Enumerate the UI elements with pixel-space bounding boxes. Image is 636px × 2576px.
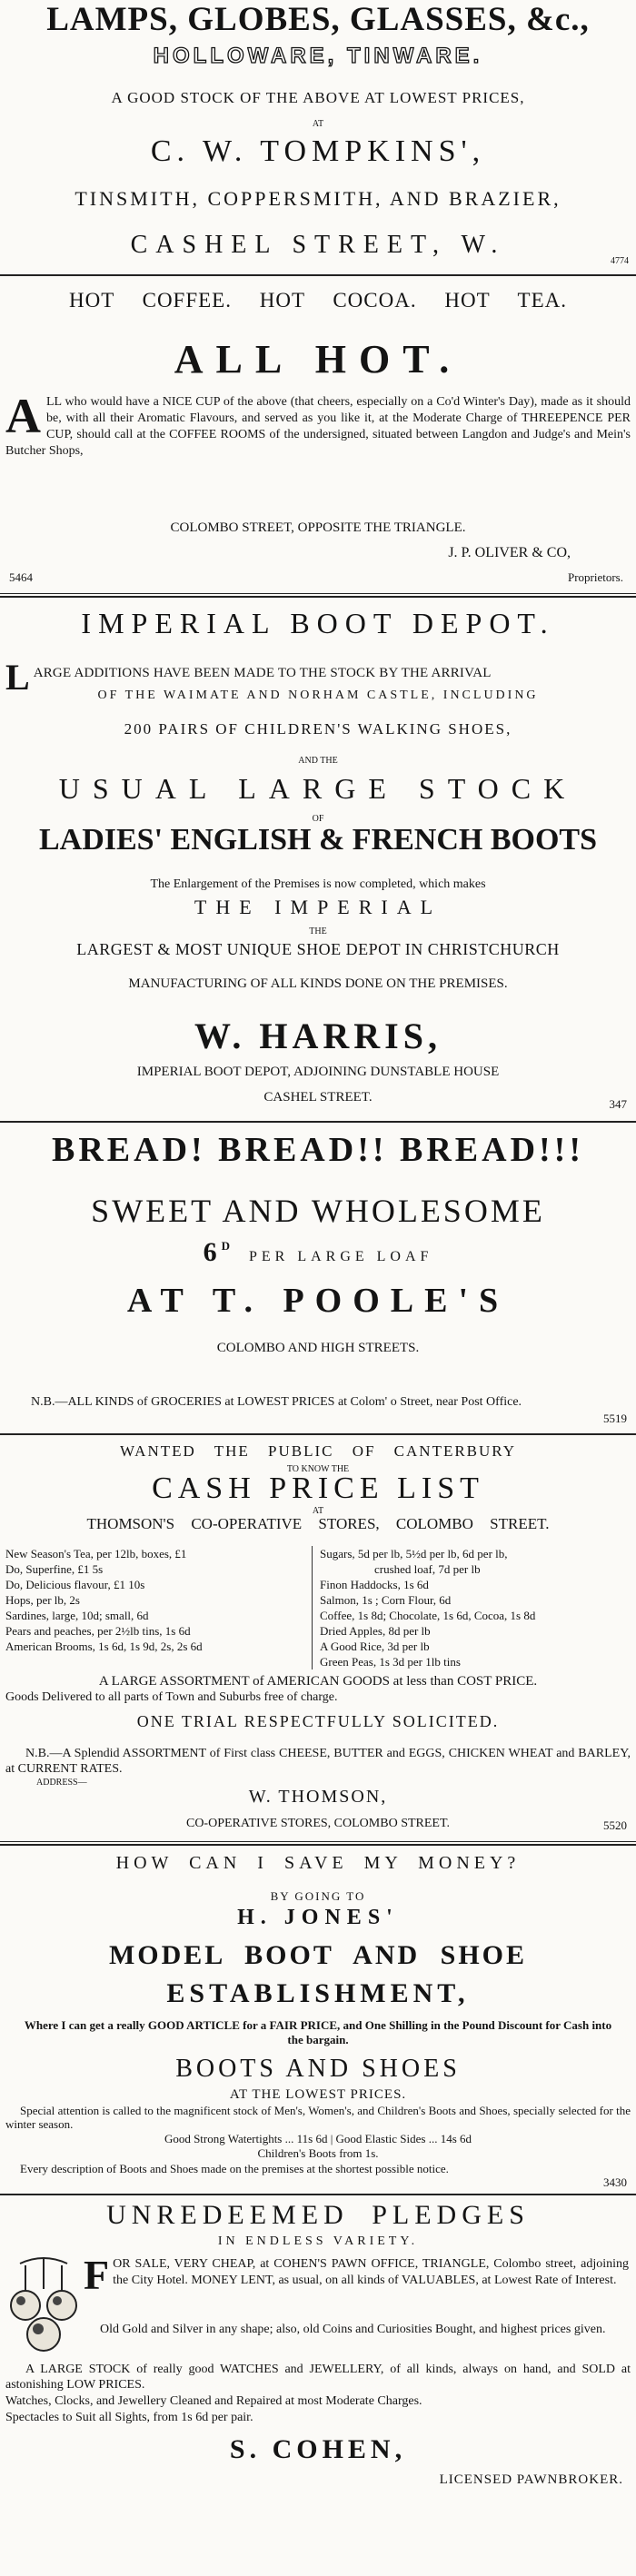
list-item: American Brooms, 1s 6d, 1s 9d, 2s, 2s 6d: [5, 1640, 203, 1653]
list-item: Do, Delicious flavour, £1 10s: [5, 1578, 145, 1591]
ad3-ladies: LADIES' ENGLISH & FRENCH BOOTS: [38, 823, 598, 857]
divider: [0, 274, 636, 276]
ad3-the-imperial: THE IMPERIAL: [194, 896, 442, 918]
ad4-number: 5519: [603, 1412, 627, 1425]
ad1-trades: TINSMITH, COPPERSMITH, AND BRAZIER,: [75, 187, 561, 210]
ad3-of: OF: [312, 814, 324, 824]
ad2-drop-cap: A: [5, 389, 41, 443]
ad4-poole: AT T. POOLE'S: [126, 1282, 510, 1320]
divider: [0, 593, 636, 594]
ad1-subhead: HOLLOWARE, TINWARE.: [153, 44, 483, 68]
ad5-address-label: ADDRESS—: [36, 1778, 87, 1788]
ad4-price-sup: D: [221, 1239, 234, 1253]
ad3-line3: 200 PAIRS OF CHILDREN'S WALKING SHOES,: [124, 720, 512, 738]
list-item: Dried Apples, 8d per lb: [320, 1624, 431, 1638]
list-item: A Good Rice, 3d per lb: [320, 1640, 430, 1653]
ad5-at: AT: [312, 1506, 324, 1516]
ad6-number: 3430: [603, 2175, 627, 2189]
ad6-estab: ESTABLISHMENT,: [166, 1978, 470, 2008]
list-item: crushed loaf, 7d per lb: [374, 1562, 481, 1576]
list-item: Finon Haddocks, 1s 6d: [320, 1578, 429, 1591]
ad5-wanted: WANTED THE PUBLIC OF CANTERBURY: [120, 1442, 516, 1460]
ad3-largest: LARGEST & MOST UNIQUE SHOE DEPOT IN CHRISTCHURCH: [76, 940, 560, 958]
ad1-name: C. W. TOMPKINS',: [150, 134, 486, 168]
ad5-stores: CO-OPERATIVE STORES, COLOMBO STREET.: [185, 1817, 450, 1830]
ad3-street: CASHEL STREET.: [263, 1090, 373, 1105]
ad2-proprietor: J. P. OLIVER & CO,: [448, 545, 571, 560]
ad6-children: Children's Boots from 1s.: [257, 2146, 379, 2160]
ad4-price-num: 6: [203, 1237, 222, 1267]
ad3-line1-text: ARGE ADDITIONS HAVE BEEN MADE TO THE STOCK BY THE ARRIVAL: [33, 666, 492, 680]
list-item: Sardines, large, 10d; small, 6d: [5, 1609, 149, 1622]
list-item: Hops, per lb, 2s: [5, 1593, 80, 1607]
list-item: New Season's Tea, per 12lb, boxes, £1: [5, 1547, 187, 1560]
ad7-stock: A LARGE STOCK of really good WATCHES and JEWELLERY, of all kinds, always on hand, and SOLD at astonishing LOW PRICES.: [5, 2363, 631, 2392]
ad5-thomson: THOMSON'S CO-OPERATIVE STORES, COLOMBO STREET.: [86, 1515, 550, 1532]
ad5-delivered: Goods Delivered to all parts of Town and Suburbs free of charge.: [5, 1690, 338, 1704]
ad4-price: [0, 1237, 636, 1268]
ad3-depot: IMPERIAL BOOT DEPOT, ADJOINING DUNSTABLE HOUSE: [136, 1065, 500, 1079]
ad2-body-text: LL who would have a NICE CUP of the above (that cheers, especially on a Co'd Winter's Day), made as it should be, with all their Aromatic Flavours, and served as you like it, at the Moderate Charge of THREEPENCE PER CUP, should call at the COFFEE ROOMS of the undersigned, situated between Langdon and Judge's and Mein's Butcher Shops,: [5, 395, 631, 458]
ad3-line2: OF THE WAIMATE AND NORHAM CASTLE, INCLUDING: [97, 689, 539, 702]
ad5-left-list: [5, 1546, 305, 1654]
ad2-headline: ALL HOT.: [174, 337, 462, 381]
divider: [0, 1433, 636, 1435]
ad2-proprietors: Proprietors.: [567, 570, 623, 584]
ad5-signature: W. THOMSON,: [248, 1787, 388, 1807]
ad6-lowest: AT THE LOWEST PRICES.: [229, 2087, 407, 2102]
ad5-cash: CASH PRICE LIST: [152, 1471, 484, 1505]
ad3-harris: W. HARRIS,: [194, 1016, 442, 1056]
list-item: Pears and peaches, per 2½lb tins, 1s 6d: [5, 1624, 191, 1638]
ad7-headline: UNREDEEMED PLEDGES: [106, 2200, 530, 2230]
ad6-model: MODEL BOOT AND SHOE: [108, 1940, 528, 1970]
ad4-nb: N.B.—ALL KINDS of GROCERIES at LOWEST PRICES at Colom' o Street, near Post Office.: [31, 1395, 522, 1409]
ad5-number: 5520: [603, 1818, 627, 1832]
ad6-by-going: BY GOING TO: [270, 1889, 366, 1903]
ad5-nb: N.B.—A Splendid ASSORTMENT of First class CHEESE, BUTTER and EGGS, CHICKEN WHEAT and BARLEY, at CURRENT RATES.: [5, 1747, 631, 1776]
ad4-price-rest: PER LARGE LOAF: [248, 1249, 433, 1264]
list-item: Coffee, 1s 8d; Chocolate, 1s 6d, Cocoa, 1s 8d: [320, 1609, 536, 1622]
ad2-top: HOT COFFEE. HOT COCOA. HOT TEA.: [69, 289, 567, 312]
divider: [0, 1841, 636, 1842]
ad4-headline: BREAD! BREAD!! BREAD!!!: [52, 1131, 584, 1169]
ad6-special: Special attention is called to the magnificent stock of Men's, Women's, and Children's Boots and Shoes, specially selected for the winter season.: [5, 2104, 631, 2131]
ad3-the: THE: [309, 926, 327, 936]
ad3-and-the: AND THE: [298, 756, 338, 766]
ad1-at: AT: [312, 119, 324, 129]
ad6-headline: HOW CAN I SAVE MY MONEY?: [115, 1853, 521, 1873]
ad3-number: 347: [609, 1097, 627, 1111]
ad2-address: COLOMBO STREET, OPPOSITE THE TRIANGLE.: [170, 520, 466, 535]
ad7-sale-text: OR SALE, VERY CHEAP, at COHEN'S PAWN OFFICE, TRIANGLE, Colombo street, adjoining the City Hotel. MONEY LENT, as usual, on all kinds of VALUABLES, at Lowest Rate of Interest.: [113, 2257, 629, 2287]
column-divider: [312, 1546, 313, 1669]
ad3-manufacturing: MANUFACTURING OF ALL KINDS DONE ON THE PREMISES.: [128, 976, 508, 991]
ad2-body: [5, 389, 631, 460]
ad5-assortment: A LARGE ASSORTMENT of AMERICAN GOODS at less than COST PRICE.: [98, 1674, 538, 1689]
pawnbroker-balls-icon: [7, 2254, 80, 2356]
divider: [0, 2194, 636, 2195]
ad6-jones: H. JONES': [237, 1906, 399, 1929]
ad6-boots: BOOTS AND SHOES: [175, 2055, 461, 2083]
ad5-trial: ONE TRIAL RESPECTFULLY SOLICITED.: [136, 1712, 500, 1730]
ad4-streets: COLOMBO AND HIGH STREETS.: [216, 1341, 420, 1355]
ad3-headline: IMPERIAL BOOT DEPOT.: [81, 607, 555, 639]
ad1-number: 4774: [611, 256, 629, 266]
list-item: Sugars, 5d per lb, 5½d per lb, 6d per lb,: [320, 1547, 508, 1560]
list-item: Do, Superfine, £1 5s: [5, 1562, 104, 1576]
ad7-licensed: LICENSED PAWNBROKER.: [439, 2472, 623, 2487]
ad7-sale: [84, 2252, 629, 2298]
ad3-usual: USUAL LARGE STOCK: [58, 772, 578, 805]
ad7-cohen: S. COHEN,: [229, 2434, 407, 2464]
ad1-line1: A GOOD STOCK OF THE ABOVE AT LOWEST PRICES,: [111, 89, 525, 106]
ad1-headline: LAMPS, GLOBES, GLASSES, &c.,: [46, 1, 590, 38]
ad2-number: 5464: [9, 570, 33, 584]
ad4-sweet: SWEET AND WHOLESOME: [91, 1193, 545, 1229]
ad7-watches: Watches, Clocks, and Jewellery Cleaned and Repaired at most Moderate Charges.: [5, 2394, 422, 2408]
list-item: Salmon, 1s ; Corn Flour, 6d: [320, 1593, 452, 1607]
ad5-right-list: [320, 1546, 631, 1669]
ad6-waterights: Good Strong Watertights ... 11s 6d | Good Elastic Sides ... 14s 6d: [164, 2132, 472, 2145]
ad3-enlargement: The Enlargement of the Premises is now completed, which makes: [150, 877, 486, 891]
ad5-to-know: TO KNOW THE: [286, 1464, 350, 1474]
ad6-where: Where I can get a really GOOD ARTICLE for a FAIR PRICE, and One Shilling in the Pound Discount for Cash into the bargain.: [24, 2018, 612, 2046]
ad3-drop-cap: L: [5, 657, 30, 698]
ad7-spectacles: Spectacles to Suit all Sights, from 1s 6d per pair.: [5, 2411, 253, 2424]
ad7-drop-cap: F: [84, 2252, 110, 2298]
list-item: Green Peas, 1s 3d per 1lb tins: [320, 1655, 461, 1669]
ad1-street: CASHEL STREET, W.: [130, 231, 506, 259]
ad7-gold: Old Gold and Silver in any shape; also, old Coins and Curiosities Bought, and highest prices given.: [100, 2323, 606, 2336]
ad7-variety: IN ENDLESS VARIETY.: [217, 2234, 419, 2248]
divider: [0, 1121, 636, 1123]
ad6-every: Every description of Boots and Shoes made on the premises at the shortest possible notice.: [20, 2162, 449, 2175]
